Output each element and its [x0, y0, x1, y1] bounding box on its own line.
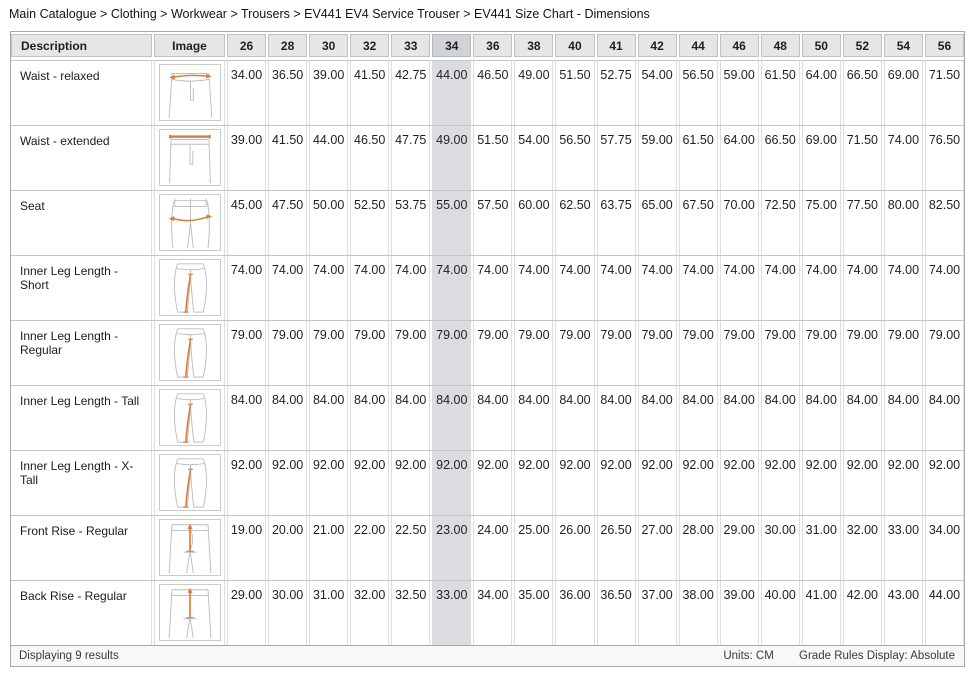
- size-value-cell: 79.00: [268, 321, 307, 385]
- size-value-cell: 74.00: [884, 256, 923, 320]
- size-value-cell: 92.00: [597, 451, 636, 515]
- size-value-cell: 74.00: [679, 256, 718, 320]
- inner-leg-diagram: [159, 389, 221, 446]
- breadcrumb-separator: >: [459, 7, 474, 21]
- size-value-cell: 30.00: [761, 516, 800, 580]
- inner-leg-diagram: [159, 454, 221, 511]
- size-value-cell: 92.00: [720, 451, 759, 515]
- column-header-size-34[interactable]: 34: [432, 34, 471, 57]
- row-image-cell: [154, 516, 225, 580]
- size-value-cell: 20.00: [268, 516, 307, 580]
- size-value-cell: 84.00: [884, 386, 923, 450]
- breadcrumb-item[interactable]: Workwear: [170, 7, 227, 21]
- size-value-cell: 34.00: [227, 61, 266, 125]
- size-value-cell: 92.00: [473, 451, 512, 515]
- front-rise-diagram: [159, 519, 221, 576]
- size-value-cell: 84.00: [514, 386, 553, 450]
- table-row: [11, 320, 964, 385]
- size-value-cell: 31.00: [802, 516, 841, 580]
- size-value-cell: 38.00: [679, 581, 718, 645]
- size-value-cell: 84.00: [843, 386, 882, 450]
- column-header-size-30[interactable]: 30: [309, 34, 348, 57]
- size-value-cell: 31.00: [309, 581, 348, 645]
- table-row: [11, 385, 964, 450]
- column-header-size-46[interactable]: 46: [720, 34, 759, 57]
- table-header-row: [11, 32, 964, 60]
- size-value-cell: 36.50: [597, 581, 636, 645]
- size-value-cell: 71.50: [925, 61, 964, 125]
- row-description: Waist - extended: [11, 126, 152, 190]
- size-value-cell: 79.00: [514, 321, 553, 385]
- size-value-cell: 84.00: [350, 386, 389, 450]
- size-value-cell: 42.00: [843, 581, 882, 645]
- size-value-cell: 49.00: [514, 61, 553, 125]
- row-image-cell: [154, 451, 225, 515]
- size-value-cell: 28.00: [679, 516, 718, 580]
- table-footer: [11, 645, 964, 666]
- size-value-cell: 47.50: [268, 191, 307, 255]
- size-value-cell: 32.00: [843, 516, 882, 580]
- table-row: [11, 255, 964, 320]
- size-value-cell: 84.00: [391, 386, 430, 450]
- size-value-cell: 74.00: [268, 256, 307, 320]
- size-value-cell: 79.00: [350, 321, 389, 385]
- size-value-cell: 79.00: [309, 321, 348, 385]
- size-value-cell: 69.00: [802, 126, 841, 190]
- size-value-cell: 79.00: [843, 321, 882, 385]
- table-row: [11, 60, 964, 125]
- size-value-cell: 55.00: [432, 191, 471, 255]
- size-value-cell: 51.50: [473, 126, 512, 190]
- size-value-cell: 41.50: [350, 61, 389, 125]
- size-value-cell: 34.00: [925, 516, 964, 580]
- size-value-cell: 71.50: [843, 126, 882, 190]
- size-value-cell: 29.00: [227, 581, 266, 645]
- size-value-cell: 79.00: [473, 321, 512, 385]
- size-value-cell: 79.00: [597, 321, 636, 385]
- size-value-cell: 92.00: [638, 451, 677, 515]
- size-value-cell: 92.00: [391, 451, 430, 515]
- size-value-cell: 79.00: [720, 321, 759, 385]
- size-value-cell: 39.00: [227, 126, 266, 190]
- size-value-cell: 67.50: [679, 191, 718, 255]
- size-value-cell: 79.00: [638, 321, 677, 385]
- size-value-cell: 79.00: [432, 321, 471, 385]
- size-value-cell: 56.50: [679, 61, 718, 125]
- size-value-cell: 32.00: [350, 581, 389, 645]
- size-value-cell: 44.00: [925, 581, 964, 645]
- size-value-cell: 84.00: [432, 386, 471, 450]
- size-value-cell: 74.00: [638, 256, 677, 320]
- results-count: Displaying 9 results: [19, 650, 119, 662]
- table-row: [11, 190, 964, 255]
- size-value-cell: 84.00: [309, 386, 348, 450]
- inner-leg-diagram: [159, 259, 221, 316]
- breadcrumb-separator: >: [96, 7, 111, 21]
- size-value-cell: 23.00: [432, 516, 471, 580]
- size-value-cell: 66.50: [761, 126, 800, 190]
- row-image-cell: [154, 581, 225, 645]
- row-description: Front Rise - Regular: [11, 516, 152, 580]
- size-value-cell: 74.00: [597, 256, 636, 320]
- size-value-cell: 44.00: [432, 61, 471, 125]
- size-value-cell: 79.00: [391, 321, 430, 385]
- size-value-cell: 52.50: [350, 191, 389, 255]
- table-row: [11, 580, 964, 645]
- size-value-cell: 29.00: [720, 516, 759, 580]
- size-value-cell: 39.00: [309, 61, 348, 125]
- column-header-size-28[interactable]: 28: [268, 34, 307, 57]
- size-value-cell: 92.00: [268, 451, 307, 515]
- row-image-cell: [154, 256, 225, 320]
- waist-extended-diagram: [159, 129, 221, 186]
- size-value-cell: 60.00: [514, 191, 553, 255]
- size-value-cell: 33.00: [432, 581, 471, 645]
- size-value-cell: 79.00: [802, 321, 841, 385]
- size-value-cell: 37.00: [638, 581, 677, 645]
- size-value-cell: 74.00: [884, 126, 923, 190]
- size-value-cell: 74.00: [555, 256, 594, 320]
- size-value-cell: 84.00: [802, 386, 841, 450]
- size-value-cell: 46.50: [350, 126, 389, 190]
- size-value-cell: 59.00: [638, 126, 677, 190]
- size-value-cell: 30.00: [268, 581, 307, 645]
- size-value-cell: 66.50: [843, 61, 882, 125]
- seat-diagram: [159, 194, 221, 251]
- inner-leg-diagram: [159, 324, 221, 381]
- column-header-size-26[interactable]: 26: [227, 34, 266, 57]
- column-header-image: Image: [154, 34, 225, 57]
- row-description: Inner Leg Length - Regular: [11, 321, 152, 385]
- size-value-cell: 59.00: [720, 61, 759, 125]
- size-value-cell: 70.00: [720, 191, 759, 255]
- size-value-cell: 84.00: [473, 386, 512, 450]
- size-value-cell: 62.50: [555, 191, 594, 255]
- breadcrumb-item[interactable]: Trousers: [241, 7, 290, 21]
- size-value-cell: 74.00: [350, 256, 389, 320]
- size-value-cell: 84.00: [227, 386, 266, 450]
- size-value-cell: 92.00: [350, 451, 389, 515]
- size-value-cell: 49.00: [432, 126, 471, 190]
- size-value-cell: 36.50: [268, 61, 307, 125]
- size-value-cell: 19.00: [227, 516, 266, 580]
- size-value-cell: 64.00: [720, 126, 759, 190]
- size-value-cell: 75.00: [802, 191, 841, 255]
- size-value-cell: 21.00: [309, 516, 348, 580]
- size-value-cell: 63.75: [597, 191, 636, 255]
- size-value-cell: 74.00: [843, 256, 882, 320]
- size-value-cell: 92.00: [761, 451, 800, 515]
- size-value-cell: 69.00: [884, 61, 923, 125]
- size-value-cell: 84.00: [761, 386, 800, 450]
- column-header-size-48[interactable]: 48: [761, 34, 800, 57]
- size-value-cell: 92.00: [802, 451, 841, 515]
- size-value-cell: 47.75: [391, 126, 430, 190]
- size-value-cell: 74.00: [391, 256, 430, 320]
- row-description: Inner Leg Length - X-Tall: [11, 451, 152, 515]
- size-value-cell: 51.50: [555, 61, 594, 125]
- column-header-size-56[interactable]: 56: [925, 34, 964, 57]
- column-header-size-41[interactable]: 41: [597, 34, 636, 57]
- row-description: Inner Leg Length - Tall: [11, 386, 152, 450]
- size-value-cell: 41.00: [802, 581, 841, 645]
- size-value-cell: 72.50: [761, 191, 800, 255]
- column-header-size-33[interactable]: 33: [391, 34, 430, 57]
- size-value-cell: 64.00: [802, 61, 841, 125]
- row-description: Back Rise - Regular: [11, 581, 152, 645]
- size-value-cell: 92.00: [555, 451, 594, 515]
- size-value-cell: 74.00: [227, 256, 266, 320]
- size-value-cell: 22.50: [391, 516, 430, 580]
- column-header-size-36[interactable]: 36: [473, 34, 512, 57]
- breadcrumb-item[interactable]: Clothing: [110, 7, 157, 21]
- size-value-cell: 74.00: [309, 256, 348, 320]
- size-value-cell: 34.00: [473, 581, 512, 645]
- row-image-cell: [154, 321, 225, 385]
- table-body: [11, 60, 964, 645]
- table-row: [11, 125, 964, 190]
- column-header-size-50[interactable]: 50: [802, 34, 841, 57]
- size-value-cell: 92.00: [227, 451, 266, 515]
- size-value-cell: 57.75: [597, 126, 636, 190]
- size-value-cell: 54.00: [638, 61, 677, 125]
- size-value-cell: 79.00: [884, 321, 923, 385]
- row-image-cell: [154, 386, 225, 450]
- breadcrumb-item[interactable]: Main Catalogue: [9, 7, 97, 21]
- units-display[interactable]: Units: CM: [723, 650, 774, 662]
- column-header-description: Description: [11, 34, 152, 57]
- size-value-cell: 92.00: [679, 451, 718, 515]
- size-value-cell: 79.00: [679, 321, 718, 385]
- size-value-cell: 84.00: [720, 386, 759, 450]
- size-value-cell: 26.00: [555, 516, 594, 580]
- size-value-cell: 79.00: [555, 321, 594, 385]
- size-value-cell: 92.00: [884, 451, 923, 515]
- breadcrumb-item[interactable]: EV441 EV4 Service Trouser: [304, 7, 460, 21]
- breadcrumb-separator: >: [156, 7, 171, 21]
- size-chart-table: [10, 31, 965, 667]
- size-value-cell: 50.00: [309, 191, 348, 255]
- size-value-cell: 92.00: [925, 451, 964, 515]
- size-value-cell: 79.00: [925, 321, 964, 385]
- size-value-cell: 92.00: [514, 451, 553, 515]
- size-value-cell: 65.00: [638, 191, 677, 255]
- size-value-cell: 76.50: [925, 126, 964, 190]
- size-value-cell: 52.75: [597, 61, 636, 125]
- size-value-cell: 56.50: [555, 126, 594, 190]
- size-value-cell: 74.00: [473, 256, 512, 320]
- breadcrumb-separator: >: [289, 7, 305, 21]
- size-value-cell: 57.50: [473, 191, 512, 255]
- size-value-cell: 43.00: [884, 581, 923, 645]
- size-value-cell: 84.00: [925, 386, 964, 450]
- size-value-cell: 61.50: [761, 61, 800, 125]
- size-value-cell: 26.50: [597, 516, 636, 580]
- size-value-cell: 92.00: [432, 451, 471, 515]
- size-value-cell: 74.00: [802, 256, 841, 320]
- size-value-cell: 44.00: [309, 126, 348, 190]
- row-description: Inner Leg Length - Short: [11, 256, 152, 320]
- column-header-size-32[interactable]: 32: [350, 34, 389, 57]
- size-value-cell: 35.00: [514, 581, 553, 645]
- row-image-cell: [154, 126, 225, 190]
- row-image-cell: [154, 61, 225, 125]
- size-value-cell: 74.00: [720, 256, 759, 320]
- size-value-cell: 92.00: [843, 451, 882, 515]
- size-value-cell: 92.00: [309, 451, 348, 515]
- breadcrumb-item: EV441 Size Chart - Dimensions: [474, 7, 650, 21]
- size-value-cell: 84.00: [638, 386, 677, 450]
- size-value-cell: 33.00: [884, 516, 923, 580]
- table-row: [11, 450, 964, 515]
- size-value-cell: 79.00: [227, 321, 266, 385]
- size-value-cell: 84.00: [555, 386, 594, 450]
- size-value-cell: 46.50: [473, 61, 512, 125]
- back-rise-diagram: [159, 584, 221, 641]
- size-value-cell: 74.00: [514, 256, 553, 320]
- size-value-cell: 53.75: [391, 191, 430, 255]
- breadcrumb: [9, 7, 650, 21]
- size-value-cell: 84.00: [597, 386, 636, 450]
- size-value-cell: 39.00: [720, 581, 759, 645]
- size-value-cell: 25.00: [514, 516, 553, 580]
- size-value-cell: 36.00: [555, 581, 594, 645]
- size-value-cell: 74.00: [925, 256, 964, 320]
- column-header-size-44[interactable]: 44: [679, 34, 718, 57]
- size-value-cell: 54.00: [514, 126, 553, 190]
- column-header-size-38[interactable]: 38: [514, 34, 553, 57]
- size-value-cell: 40.00: [761, 581, 800, 645]
- row-description: Seat: [11, 191, 152, 255]
- size-value-cell: 77.50: [843, 191, 882, 255]
- size-value-cell: 45.00: [227, 191, 266, 255]
- size-value-cell: 74.00: [761, 256, 800, 320]
- column-header-size-40[interactable]: 40: [555, 34, 594, 57]
- size-value-cell: 32.50: [391, 581, 430, 645]
- size-value-cell: 24.00: [473, 516, 512, 580]
- size-value-cell: 82.50: [925, 191, 964, 255]
- grade-rules-display[interactable]: Grade Rules Display: Absolute: [799, 650, 955, 662]
- waist-relaxed-diagram: [159, 64, 221, 121]
- column-header-size-42[interactable]: 42: [638, 34, 677, 57]
- row-image-cell: [154, 191, 225, 255]
- size-value-cell: 79.00: [761, 321, 800, 385]
- size-value-cell: 22.00: [350, 516, 389, 580]
- size-value-cell: 41.50: [268, 126, 307, 190]
- size-value-cell: 61.50: [679, 126, 718, 190]
- column-header-size-52[interactable]: 52: [843, 34, 882, 57]
- size-value-cell: 80.00: [884, 191, 923, 255]
- size-value-cell: 27.00: [638, 516, 677, 580]
- row-description: Waist - relaxed: [11, 61, 152, 125]
- column-header-size-54[interactable]: 54: [884, 34, 923, 57]
- size-value-cell: 84.00: [268, 386, 307, 450]
- size-value-cell: 84.00: [679, 386, 718, 450]
- size-value-cell: 42.75: [391, 61, 430, 125]
- breadcrumb-separator: >: [226, 7, 241, 21]
- table-row: [11, 515, 964, 580]
- size-value-cell: 74.00: [432, 256, 471, 320]
